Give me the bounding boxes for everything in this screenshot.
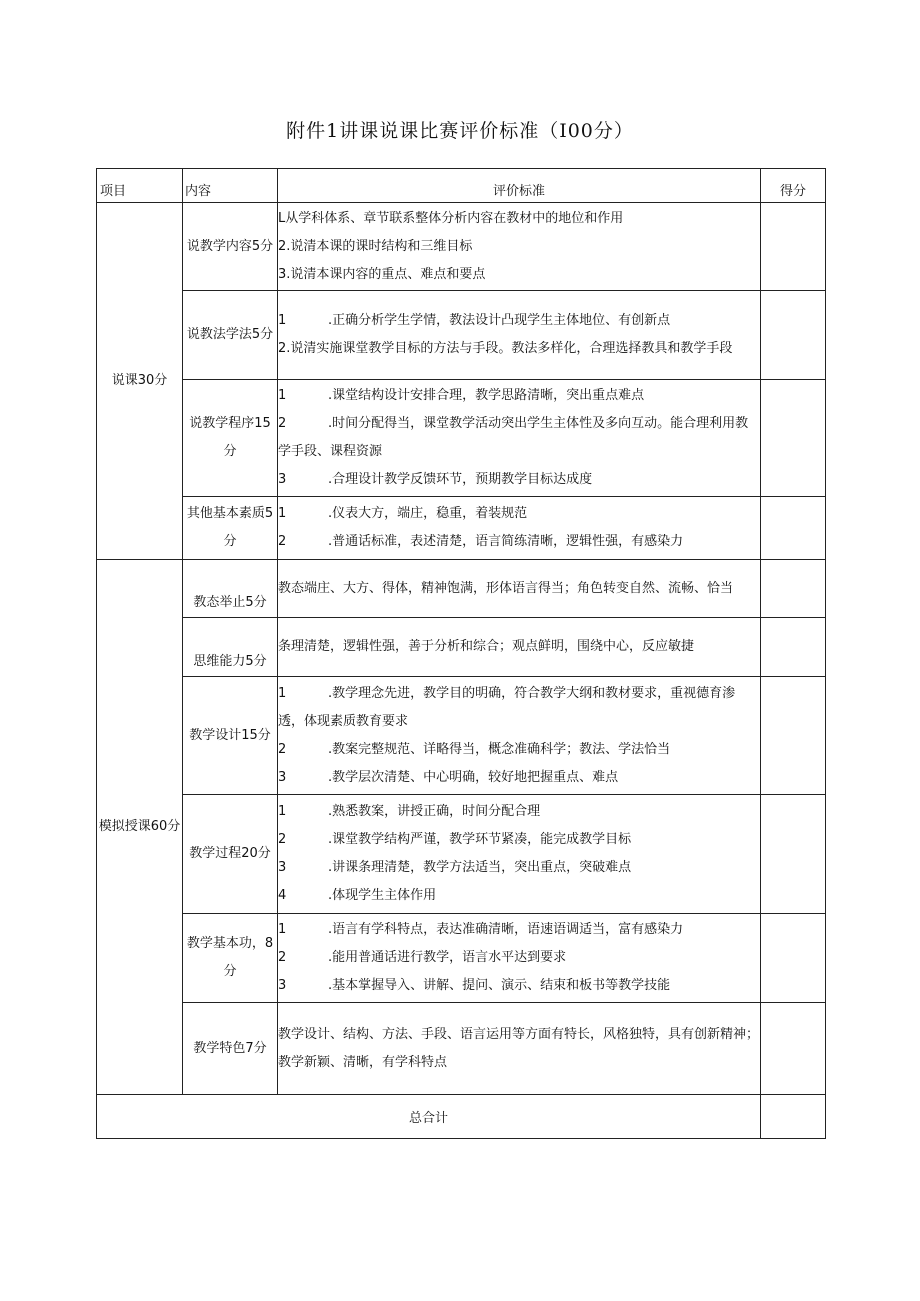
- criteria-cell: [278, 497, 761, 560]
- score-cell[interactable]: [761, 677, 826, 795]
- header-project: 项目: [97, 169, 183, 203]
- criteria-cell: [278, 677, 761, 795]
- criteria-cell: [278, 914, 761, 1003]
- criteria-line: 1 .仪表大方，端庄，稳重，着装规范: [278, 506, 528, 521]
- total-label: 总合计: [97, 1095, 761, 1139]
- criteria-cell: [278, 1003, 761, 1095]
- table-row: [97, 291, 826, 380]
- page-title: 附件1讲课说课比赛评价标准（I00分）: [286, 120, 634, 142]
- criteria-cell: [278, 291, 761, 380]
- score-cell[interactable]: [761, 291, 826, 380]
- score-cell[interactable]: [761, 1003, 826, 1095]
- total-score-cell[interactable]: [761, 1095, 826, 1139]
- criteria-line: 2 .普通话标准，表述清楚，语言简练清晰，逻辑性强，有感染力: [278, 534, 684, 549]
- header-score: 得分: [761, 169, 826, 203]
- score-cell[interactable]: [761, 380, 826, 497]
- table-row: [97, 914, 826, 1003]
- header-content: 内容: [183, 169, 278, 203]
- criteria-line: 教学设计、结构、方法、手段、语言运用等方面有特长，风格独特，具有创新精神；教学新颖、清晰，有学科特点: [278, 1026, 760, 1070]
- criteria-line: 3 .基本掌握导入、讲解、提问、演示、结束和板书等教学技能: [278, 978, 671, 993]
- criteria-line: 2.说清实施课堂教学目标的方法与手段。教法多样化，合理选择教具和教学手段: [278, 341, 733, 356]
- criteria-cell: [278, 203, 761, 291]
- criteria-line: 1 .正确分析学生学情，教法设计凸现学生主体地位、有创新点: [278, 313, 671, 328]
- criteria-cell: [278, 618, 761, 677]
- criteria-cell: [278, 380, 761, 497]
- criteria-line: L从学科体系、章节联系整体分析内容在教材中的地位和作用: [278, 210, 624, 226]
- content-cell: 其他基本素质5分: [183, 497, 278, 560]
- criteria-line: 1 .课堂结构设计安排合理，教学思路清晰，突出重点难点: [278, 388, 645, 403]
- project-cell: 模拟授课60分: [97, 560, 183, 1095]
- content-cell: 教学设计15分: [183, 677, 278, 795]
- criteria-line: 3 .教学层次清楚、中心明确，较好地把握重点、难点: [278, 769, 619, 785]
- content-cell: 说教法学法5分: [183, 291, 278, 380]
- content-cell: 教学特色7分: [183, 1003, 278, 1095]
- table-row: [97, 618, 826, 677]
- score-cell[interactable]: [761, 618, 826, 677]
- table-row: [97, 795, 826, 914]
- score-cell[interactable]: [761, 497, 826, 560]
- score-cell[interactable]: [761, 560, 826, 618]
- content-cell: 教学基本功，8分: [183, 914, 278, 1003]
- criteria-line: 教态端庄、大方、得体，精神饱满，形体语言得当；角色转变自然、流畅、恰当: [278, 580, 734, 596]
- evaluation-table: [96, 168, 826, 1139]
- score-cell[interactable]: [761, 203, 826, 291]
- content-cell: 教学过程20分: [183, 795, 278, 914]
- content-cell: 思维能力5分: [183, 618, 278, 677]
- criteria-line: 3.说清本课内容的重点、难点和要点: [278, 266, 486, 282]
- criteria-cell: [278, 795, 761, 914]
- criteria-line: 3 .讲课条理清楚，教学方法适当，突出重点，突破难点: [278, 860, 632, 875]
- content-cell: 说教学程序15分: [183, 380, 278, 497]
- criteria-line: 1 .教学理念先进，教学目的明确，符合教学大纲和教材要求，重视德育渗透，体现素质教育要求: [278, 685, 736, 729]
- criteria-line: 2 .时间分配得当，课堂教学活动突出学生主体性及多向互动。能合理利用教学手段、课程资源: [278, 416, 749, 459]
- table-header-row: [97, 169, 826, 203]
- table-row: [97, 560, 826, 618]
- score-cell[interactable]: [761, 795, 826, 914]
- table-row: [97, 1003, 826, 1095]
- content-cell: 教态举止5分: [183, 560, 278, 618]
- criteria-cell: [278, 560, 761, 618]
- criteria-line: 2 .能用普通话进行教学，语言水平达到要求: [278, 950, 567, 965]
- score-cell[interactable]: [761, 914, 826, 1003]
- criteria-line: 3 .合理设计教学反馈环节，预期教学目标达成度: [278, 472, 593, 487]
- header-criteria: 评价标准: [278, 169, 761, 203]
- project-cell: 说课30分: [97, 203, 183, 560]
- table-row: [97, 497, 826, 560]
- content-cell: 说教学内容5分: [183, 203, 278, 291]
- criteria-line: 4 .体现学生主体作用: [278, 888, 437, 903]
- total-row: [97, 1095, 826, 1139]
- table-row: [97, 380, 826, 497]
- table-row: [97, 203, 826, 291]
- criteria-line: 2.说清本课的课时结构和三维目标: [278, 238, 473, 254]
- criteria-line: 2 .课堂教学结构严谨，教学环节紧凑，能完成教学目标: [278, 832, 632, 847]
- criteria-line: 条理清楚，逻辑性强，善于分析和综合；观点鲜明，围绕中心，反应敏捷: [278, 639, 695, 654]
- criteria-line: 1 .熟悉教案，讲授正确，时间分配合理: [278, 804, 541, 819]
- criteria-line: 2 .教案完整规范、详略得当，概念准确科学；教法、学法恰当: [278, 741, 671, 757]
- criteria-line: 1 .语言有学科特点，表达准确清晰，语速语调适当，富有感染力: [278, 922, 684, 937]
- table-row: [97, 677, 826, 795]
